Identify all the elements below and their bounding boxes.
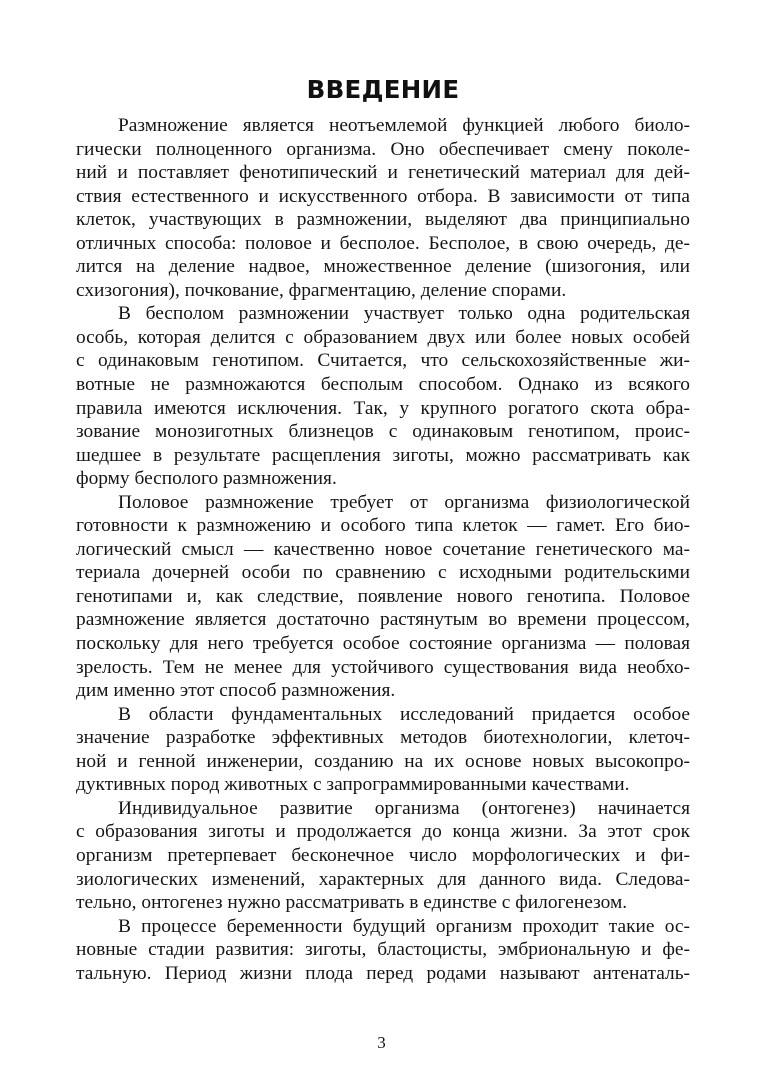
text-line: особь, которая делится с образованием двух или более новых особей	[76, 326, 690, 348]
text-line: с одинаковым генотипом. Считается, что сельскохозяйственные жи-	[76, 350, 690, 372]
text-line: схизогония), почкование, фрагментацию, деление спорами.	[76, 279, 567, 301]
text-line: гически полноценного организма. Оно обеспечивает смену поколе-	[76, 138, 690, 160]
text-line: териала дочерней особи по сравнению с исходными родительскими	[76, 562, 690, 584]
text-line: ной и генной инженерии, созданию на их основе новых высокопро-	[76, 750, 690, 772]
text-line: значение разработке эффективных методов биотехнологии, клеточ-	[76, 727, 690, 749]
text-line: дим именно этот способ размножения.	[76, 680, 396, 702]
page-title: ВВЕДЕНИЕ	[306, 75, 460, 104]
text-line: зование монозиготных близнецов с одинаковым генотипом, проис-	[76, 421, 690, 443]
text-line: ний и поставляет фенотипический и генетический материал для дей-	[76, 162, 690, 184]
paragraph-first-line: Индивидуальное развитие организма (онтогенез) начинается	[118, 797, 690, 819]
paragraph-first-line: В процессе беременности будущий организм проходит такие ос-	[118, 915, 690, 937]
page-number: 3	[377, 1033, 386, 1052]
text-line: поскольку для него требуется особое состояние организма — половая	[76, 633, 690, 655]
text-line: новные стадии развития: зиготы, бластоцисты, эмбриональную и фе-	[76, 939, 690, 961]
text-line: генотипами и, как следствие, появление нового генотипа. Половое	[76, 585, 690, 607]
body-text	[76, 114, 690, 985]
text-line: вотные не размножаются бесполым способом. Однако из всякого	[76, 374, 690, 396]
text-line: размножение является достаточно растянутым во времени процессом,	[76, 609, 690, 631]
text-line: клеток, участвующих в размножении, выделяют два принципиально	[76, 209, 690, 231]
paragraph-first-line: В области фундаментальных исследований придается особое	[118, 703, 690, 725]
paragraph-first-line: В бесполом размножении участвует только одна родительская	[118, 303, 690, 325]
text-line: тальную. Период жизни плода перед родами называют антенаталь-	[76, 962, 690, 984]
text-line: отличных способа: половое и бесполое. Бесполое, в свою очередь, де-	[76, 232, 690, 254]
text-line: зрелость. Тем не менее для устойчивого существования вида необхо-	[76, 656, 690, 678]
text-line: с образования зиготы и продолжается до конца жизни. За этот срок	[76, 821, 690, 843]
text-line: организм претерпевает бесконечное число морфологических и фи-	[76, 844, 690, 866]
page	[76, 0, 690, 985]
text-line: тельно, онтогенез нужно рассматривать в единстве с филогенезом.	[76, 892, 628, 914]
text-line: шедшее в результате расщепления зиготы, можно рассматривать как	[76, 444, 690, 466]
text-line: зиологических изменений, характерных для данного вида. Следова-	[76, 868, 690, 890]
paragraph-first-line: Половое размножение требует от организма физиологической	[118, 491, 690, 513]
text-line: логический смысл — качественно новое сочетание генетического ма-	[76, 538, 690, 560]
text-line: правила имеются исключения. Так, у крупного рогатого скота обра-	[76, 397, 690, 419]
text-line: форму бесполого размножения.	[76, 468, 337, 490]
text-line: дуктивных пород животных с запрограммированными качествами.	[76, 774, 630, 796]
text-line: ствия естественного и искусственного отбора. В зависимости от типа	[76, 185, 690, 207]
text-line: лится на деление надвое, множественное деление (шизогония, или	[76, 256, 690, 278]
paragraph-first-line: Размножение является неотъемлемой функцией любого биоло-	[118, 115, 690, 136]
text-line: готовности к размножению и особого типа клеток — гамет. Его био-	[76, 515, 690, 537]
